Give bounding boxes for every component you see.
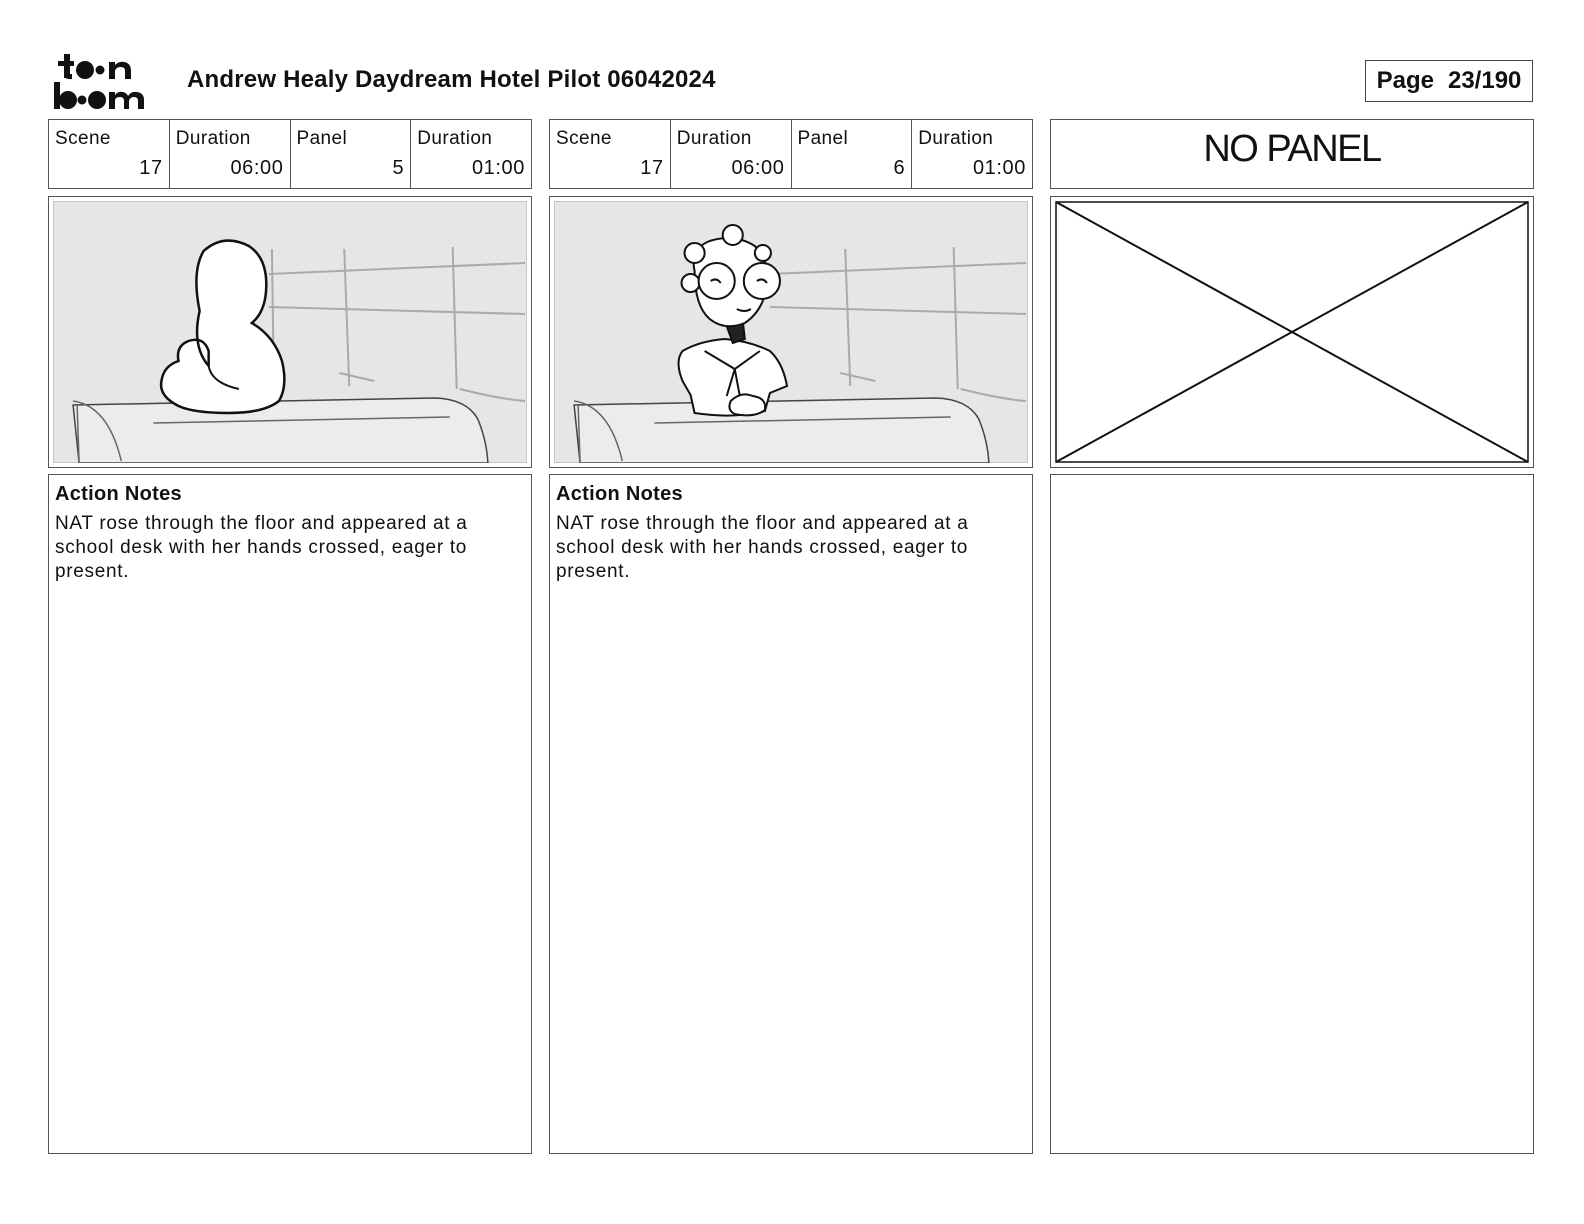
action-notes-text: NAT rose through the floor and appeared at a school desk with her hands crossed, eager to present. xyxy=(556,513,969,582)
action-notes-text: NAT rose through the floor and appeared at a school desk with her hands crossed, eager to present. xyxy=(55,513,468,582)
scene-value: 17 xyxy=(640,157,664,179)
scene-cell xyxy=(49,120,170,188)
placeholder-cross-icon xyxy=(1055,201,1529,463)
panel-cell xyxy=(792,120,913,188)
panel-column-1 xyxy=(48,119,532,1154)
scene-label: Scene xyxy=(55,128,111,149)
sketch-girl-at-desk xyxy=(554,201,1028,463)
scene-duration-cell xyxy=(671,120,792,188)
page-label: Page xyxy=(1376,67,1434,94)
action-notes xyxy=(549,474,1033,1154)
scene-cell xyxy=(550,120,671,188)
action-notes-heading: Action Notes xyxy=(556,483,683,505)
page-number: 23/190 xyxy=(1447,67,1522,94)
panel-value: 5 xyxy=(392,157,405,179)
panel-label: Panel xyxy=(797,128,849,149)
scene-label: Scene xyxy=(556,128,612,149)
scene-duration-cell xyxy=(170,120,291,188)
scene-duration-label: Duration xyxy=(676,128,752,149)
panel-column-2 xyxy=(549,119,1033,1154)
no-panel-header xyxy=(1050,119,1534,189)
panel-info-bar xyxy=(48,119,532,189)
panel-duration-cell xyxy=(411,120,531,188)
panel-duration-cell xyxy=(912,120,1032,188)
document-title: Andrew Healy Daydream Hotel Pilot 06042024 xyxy=(187,66,716,93)
scene-duration-value: 06:00 xyxy=(731,157,785,179)
page-indicator xyxy=(1365,60,1533,102)
panel-value: 6 xyxy=(893,157,906,179)
panel-duration-label: Duration xyxy=(918,128,994,149)
scene-duration-label: Duration xyxy=(175,128,251,149)
action-notes xyxy=(48,474,532,1154)
panel-info-bar xyxy=(549,119,1033,189)
panel-cell xyxy=(291,120,412,188)
sketch-ghost-figure xyxy=(53,201,527,463)
empty-image-frame xyxy=(1050,196,1534,468)
empty-notes xyxy=(1050,474,1534,1154)
panel-column-3 xyxy=(1050,119,1534,1154)
panel-image-frame xyxy=(48,196,532,468)
scene-value: 17 xyxy=(139,157,163,179)
panel-duration-value: 01:00 xyxy=(471,157,525,179)
toonboom-logo xyxy=(52,52,164,112)
scene-duration-value: 06:00 xyxy=(230,157,284,179)
action-notes-heading: Action Notes xyxy=(55,483,182,505)
panel-label: Panel xyxy=(296,128,348,149)
no-panel-label: NO PANEL xyxy=(1203,128,1381,170)
panel-duration-value: 01:00 xyxy=(972,157,1026,179)
panel-image-frame xyxy=(549,196,1033,468)
panel-duration-label: Duration xyxy=(417,128,493,149)
